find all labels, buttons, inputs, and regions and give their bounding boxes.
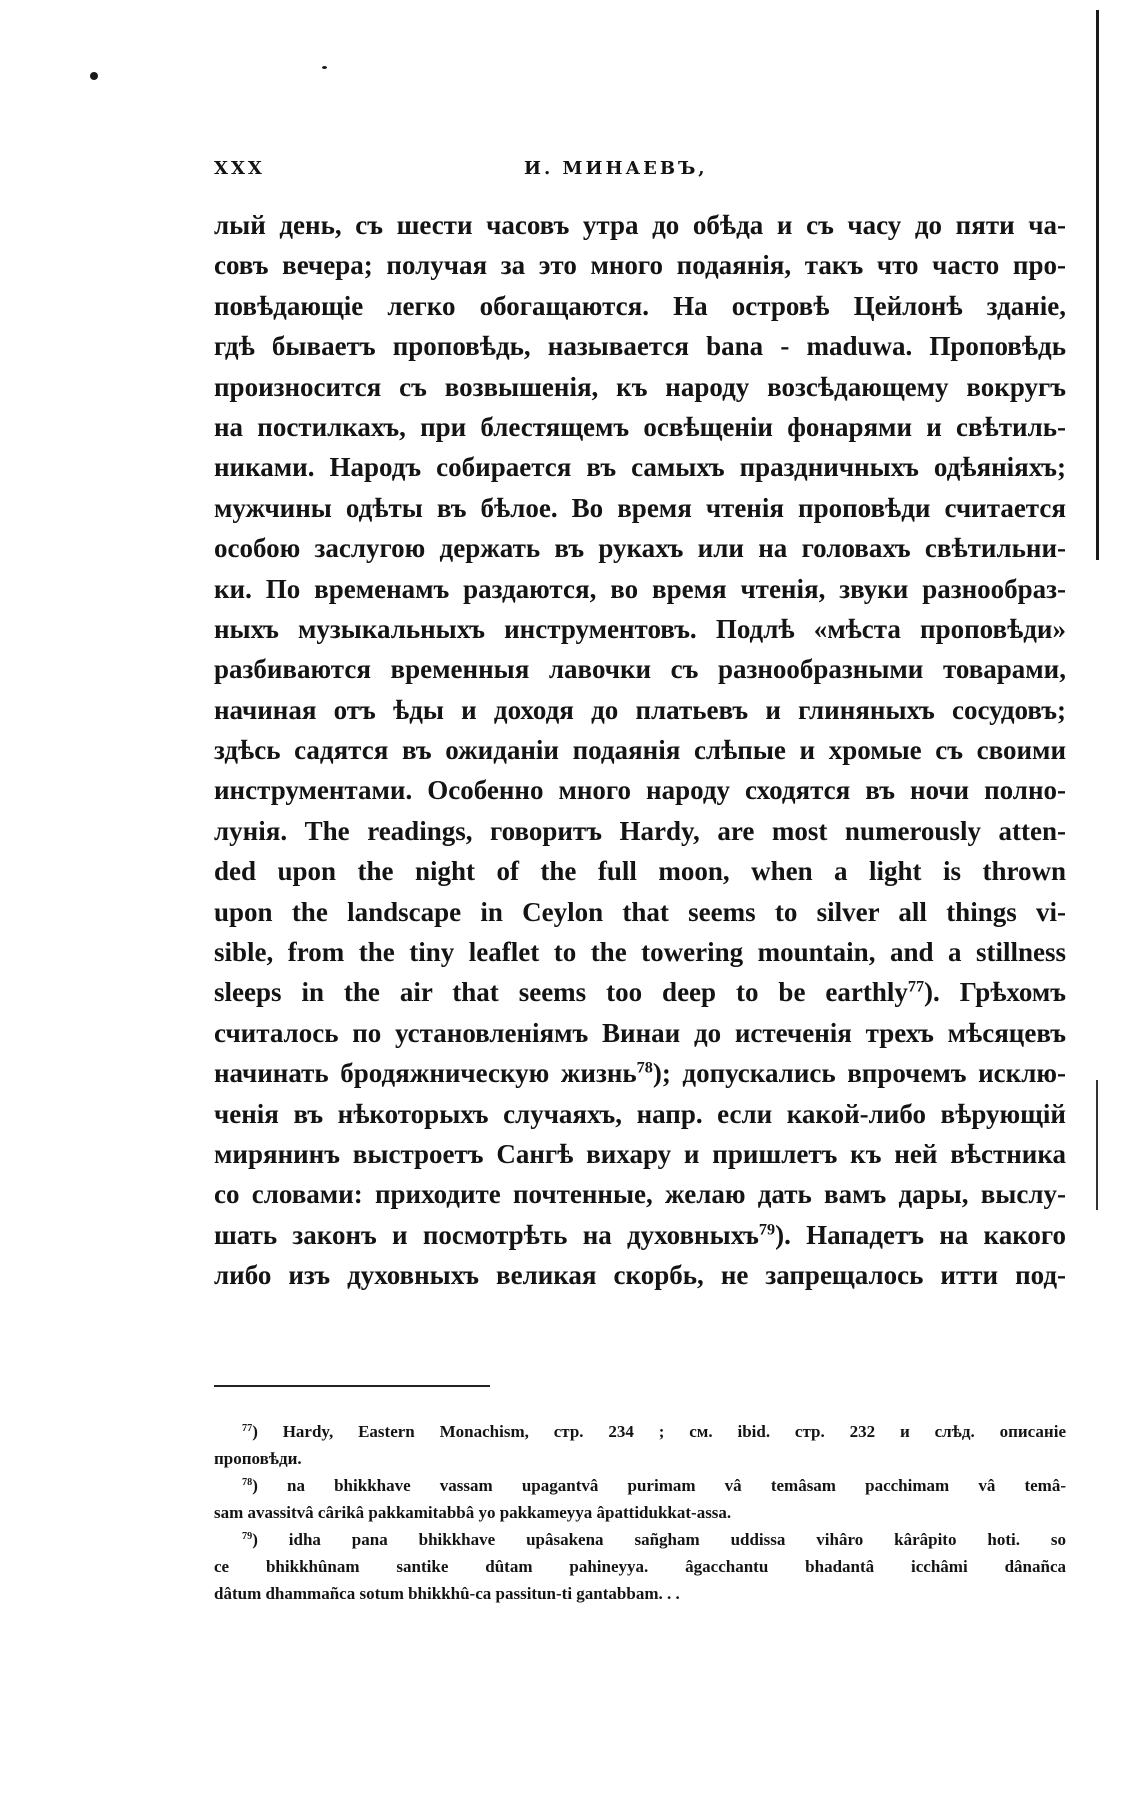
footnote-mark: 77 [242, 1422, 253, 1434]
text-line: особою заслугою держать въ рукахъ или на головахъ свѣтильни- [214, 533, 1066, 564]
text-line: мирянинъ выстроетъ Сангѣ вихару и пришлетъ къ ней вѣстника [214, 1138, 1066, 1169]
text-line: ки. По временамъ раздаются, во время чтенія, звуки разнообраз- [214, 573, 1066, 604]
text-line: разбиваются временныя лавочки съ разнообразными товарами, [214, 654, 1066, 685]
footnote-78 [214, 1472, 1066, 1499]
text-line: совъ вечера; получая за это много подаянія, такъ что часто про- [214, 250, 1066, 281]
text-line: либо изъ духовныхъ великая скорбь, не запрещалось итти под- [214, 1260, 1066, 1291]
text-line: upon the landscape in Ceylon that seems to silver all things vi- [214, 896, 1066, 927]
text-line: ченія въ нѣкоторыхъ случаяхъ, напр. если какой-либо вѣрующій [214, 1098, 1066, 1129]
text-line: считалось по установленіямъ Винаи до истеченія трехъ мѣсяцевъ [214, 1017, 1066, 1048]
text-fragment: начинать бродяжническую жизнь [214, 1058, 637, 1089]
text-line: со словами: приходите почтенные, желаю дать вамъ дары, выслу- [214, 1179, 1066, 1210]
footnote-text: проповѣди. [214, 1449, 302, 1468]
footnote-text: ce bhikkhûnam santike dûtam pahineyya. âgacchantu bhadantâ icchâmi dânañca [214, 1557, 1066, 1576]
text-line: sible, from the tiny leaflet to the towering mountain, and a stillness [214, 937, 1066, 968]
footnote-text: sam avassitvâ cârikâ pakkamitabbâ yo pakkameyya âpattidukkat-assa. [214, 1503, 732, 1522]
footnote-text: ) na bhikkhave vassam upagantvâ purimam vâ temâsam pacchimam vâ temâ- [252, 1476, 1066, 1495]
text-line: повѣдающіе легко обогащаются. На островѣ Цейлонѣ зданіе, [214, 290, 1066, 321]
text-fragment: ). Нападетъ на какого [775, 1219, 1066, 1250]
footnote-text: dâtum dhammañca sotum bhikkhû-ca passitun-ti gantabbam. . . [214, 1584, 680, 1603]
text-fragment: ); допускались впрочемъ исклю- [652, 1058, 1066, 1089]
text-line: никами. Народъ собирается въ самыхъ праздничныхъ одѣяніяхъ; [214, 452, 1066, 483]
body-text [214, 205, 1066, 1296]
text-fragment: sleeps in the air that seems too deep to be earthly [214, 977, 908, 1008]
scan-edge-line [1096, 1080, 1098, 1210]
text-line: лый день, съ шести часовъ утра до обѣда и съ часу до пяти ча- [214, 210, 1066, 240]
footnote-ref: 79 [758, 1220, 776, 1239]
footnote-ref: 77 [907, 977, 925, 996]
scan-speck [322, 66, 327, 69]
text-line: гдѣ бываетъ проповѣдь, называется bana - maduwa. Проповѣдь [214, 331, 1066, 362]
text-fragment: шать законъ и посмотрѣть на духовныхъ [214, 1219, 759, 1250]
footnote-text: ) Hardy, Eastern Monachism, стр. 234 ; см. ibid. стр. 232 и слѣд. описаніе [252, 1422, 1066, 1441]
footnote-separator [214, 1385, 490, 1387]
text-line: здѣсь садятся въ ожиданіи подаянія слѣпые и хромые съ своими [214, 735, 1066, 766]
text-line: ныхъ музыкальныхъ инструментовъ. Подлѣ «мѣста проповѣди» [214, 613, 1066, 644]
footnote-79 [214, 1526, 1066, 1553]
text-line: лунія. The readings, говоритъ Hardy, are most numerously atten- [214, 815, 1066, 846]
text-line [214, 1215, 1066, 1255]
text-line: мужчины одѣты въ бѣлое. Во время чтенія проповѣди считается [214, 492, 1066, 523]
text-line: произносится съ возвышенія, къ народу возсѣдающему вокругъ [214, 371, 1066, 402]
footnote-mark: 79 [242, 1530, 253, 1542]
running-header [214, 158, 1064, 192]
footnotes [214, 1418, 1066, 1607]
footnote-mark: 78 [242, 1476, 253, 1488]
scan-speck [90, 72, 98, 80]
text-line [214, 1053, 1066, 1093]
footnote-ref: 78 [636, 1058, 653, 1077]
text-line: начиная отъ ѣды и доходя до платьевъ и глиняныхъ сосудовъ; [214, 694, 1066, 725]
text-fragment: ). Грѣхомъ [924, 977, 1066, 1008]
running-title: И. МИНАЕВЪ, [524, 158, 708, 179]
text-line: на постилкахъ, при блестящемъ освѣщеніи фонарями и свѣтиль- [214, 411, 1066, 442]
text-line: инструментами. Особенно много народу сходятся въ ночи полно- [214, 775, 1066, 806]
scan-edge-line [1096, 10, 1099, 560]
text-line [214, 972, 1066, 1012]
footnote-text: ) idha pana bhikkhave upâsakena sañgham uddissa vihâro kârâpito hoti. so [252, 1530, 1066, 1549]
footnote-77 [214, 1418, 1066, 1445]
text-line: ded upon the night of the full moon, when a light is thrown [214, 856, 1066, 887]
page-number: XXX [214, 158, 265, 179]
